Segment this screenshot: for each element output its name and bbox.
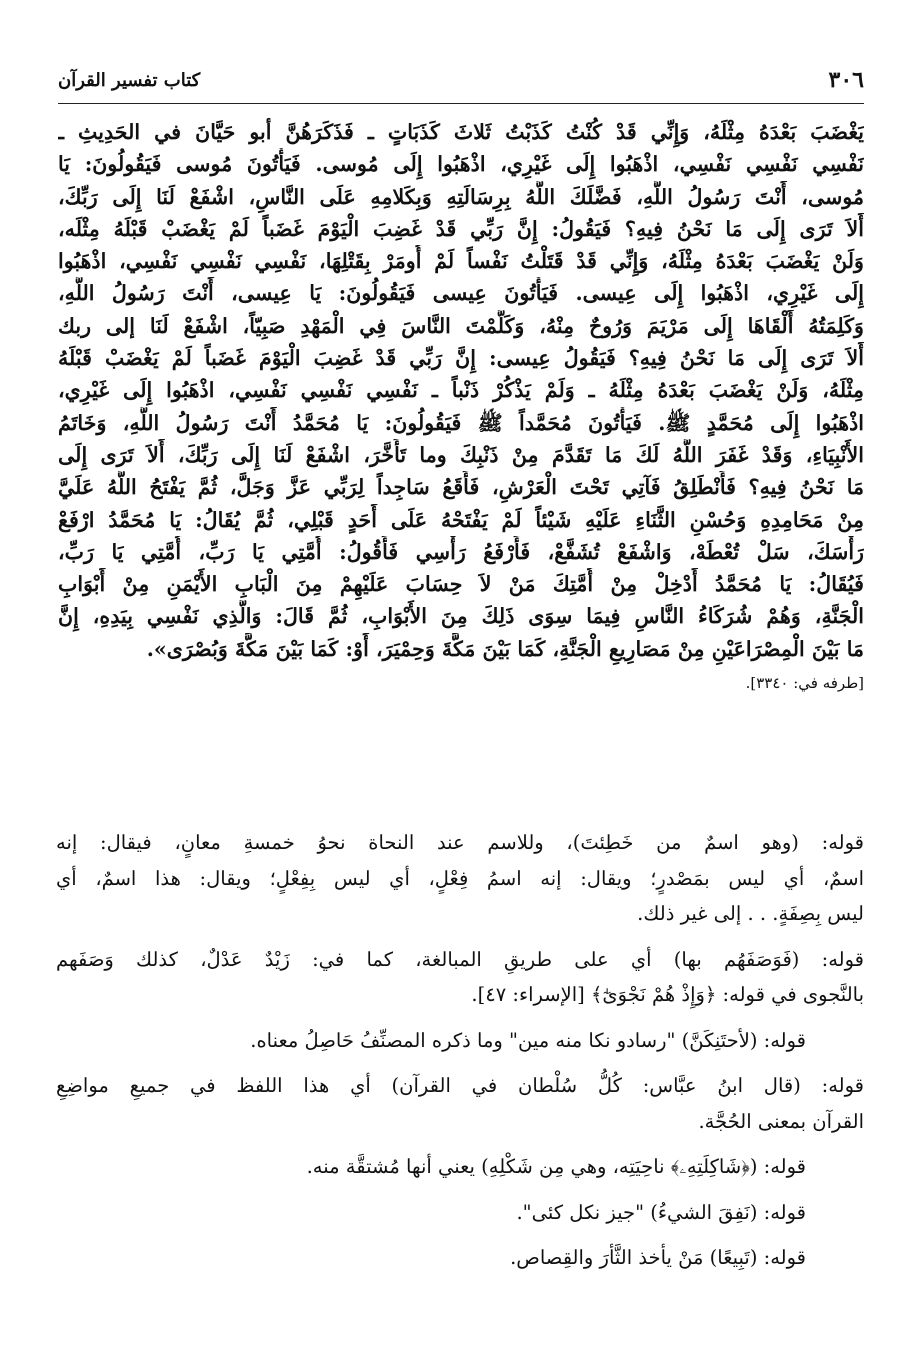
note-line: القرآن بمعنى الحُجَّة.	[698, 1109, 864, 1133]
hadith-line: وَكَلِمَتُهُ أَلْقَاهَا إِلَى مَرْيَمَ وَرُوحٌ مِنْهُ، وَكَلَّمْتَ النَّاسَ فِي الْمَهْدِ صَبِيّاً، اشْفَعْ لَنَا إلى ربك	[58, 313, 864, 338]
note-line: قوله: (﴿شَاكِلَتِهِۦ﴾ ناحِيَتِه، وهي مِن شَكْلِهِ) يعني أنها مُشتقَّة منه.	[306, 1155, 806, 1178]
hadith-line: أَلاَ تَرَى إِلَى مَا نَحْنُ فِيهِ؟ فَيَقُولُ عِيسى: إِنَّ رَبِّي قَدْ غَضِبَ الْيَوْمَ غَضَباً لَمْ يَغْضَبْ قَبْلَهُ	[58, 346, 864, 371]
hadith-line: رَأْسَكَ، سَلْ تُعْطَهْ، وَاشْفَعْ تُشَفَّعْ، فَأَرْفَعُ رَأْسِي فَأَقُولُ: أُمَّتِي يَا رَبِّ، أُمَّتِي يَا رَبِّ،	[58, 539, 864, 564]
hadith-text	[58, 116, 864, 699]
hadith-line: مِنْ مَحَامِدِهِ وَحُسْنِ الثَّنَاءِ عَلَيْهِ شَيْئاً لَمْ يَفْتَحْهُ عَلَى أَحَدٍ قَبْلِي، ثُمَّ يُقَالُ: يَا مُحَمَّدُ ارْفَعْ	[58, 507, 864, 532]
note-line: قوله: (نَفِقَ الشيءُ) "جيز نكل كئى".	[516, 1200, 806, 1224]
hadith-line: مَا بَيْنَ الْمِصْرَاعَيْنِ مِنْ مَصَارِيعِ الْجَنَّةِ، كَمَا بَيْنَ مَكَّةَ وَحِمْيَرَ، أَوْ: كَمَا بَيْنَ مَكَّةَ وَبُصْرَى».	[146, 636, 864, 661]
note-item	[56, 1149, 864, 1185]
hadith-line: مَا نَحْنُ فِيهِ؟ فَأَنْطَلِقُ فَآتِي تَحْتَ الْعَرْشِ، فَأَقَعُ سَاجِداً لِرَبِّي عَزَّ وَجَلَّ، ثُمَّ يَفْتَحُ اللَّهُ عَلَيَّ	[58, 475, 864, 500]
note-line: قوله: (لأحتَنِكَنَّ) "رسادو نكا منه مين" وما ذكره المصنِّفُ حَاصِلُ معناه.	[250, 1028, 806, 1052]
hadith-line: يَغْضَبَ بَعْدَهُ مِثْلَهُ، وَإِنِّي قَدْ كُنْتُ كَذَبْتُ ثَلاثَ كَذَبَاتٍ ـ فَذَكَرَهُنَّ أبو حَيَّانَ في الحَدِيثِ ـ	[58, 120, 864, 144]
note-line: قوله: (قال ابنُ عبَّاس: كُلُّ سُلْطان في القرآن) أي هذا اللفظ في جميعِ مواضِعِ	[56, 1074, 864, 1097]
hadith-line: الأَنْبِيَاءِ، وَقَدْ غَفَرَ اللَّهُ لَكَ مَا تَقَدَّمَ مِنْ ذَنْبِكَ وما تَأَخَّرَ، اشْفَعْ لَنَا إِلَى رَبِّكَ، أَلاَ تَرَى إِلَى	[58, 442, 864, 467]
hadith-line: مِثْلَهُ، وَلَنْ يَغْضَبَ بَعْدَهُ مِثْلَهُ ـ وَلَمْ يَذْكُرْ ذَنْباً ـ نَفْسِي نَفْسِي نَفْسِي، اذْهَبُوا إِلَى غَيْرِي،	[58, 378, 864, 403]
hadith-line: أَلاَ تَرَى إِلَى مَا نَحْنُ فِيهِ؟ فَيَقُولُ: إِنَّ رَبِّي قَدْ غَضِبَ الْيَوْمَ غَضَباً لَمْ يَغْضَبْ قَبْلَهُ مِثْلَه،	[58, 216, 864, 241]
note-item	[56, 1240, 864, 1276]
cross-reference: [طرفه في: ٣٣٤٠].	[745, 674, 864, 693]
hadith-line: الْجَنَّةِ، وَهُمْ شُرَكَاءُ النَّاسِ فِيمَا سِوَى ذَلِكَ مِنَ الأَبْوَابِ، ثُمَّ قَالَ: وَالَّذِي نَفْسِي بِيَدِهِ، إِنَّ	[58, 604, 864, 629]
note-item	[56, 1195, 864, 1231]
note-line: قوله: (وهو اسمٌ من خَطِئتَ)، وللاسم عند النحاة نحوُ خمسةِ معانٍ، فيقال: إنه	[56, 831, 864, 854]
note-item	[56, 825, 864, 932]
hadith-line: اذْهَبُوا إِلَى مُحَمَّدٍ ﷺ. فَيَأْتُونَ مُحَمَّداً ﷺ فَيَقُولُونَ: يَا مُحَمَّدُ أَنْتَ رَسُولُ اللَّهِ، وَخَاتَمُ	[58, 410, 864, 435]
page-number: ٣٠٦	[828, 67, 864, 93]
note-line: اسمٌ، أي ليس بمَصْدرٍ؛ ويقال: إنه اسمُ فِعْلٍ، أي ليس بِفِعْلٍ؛ ويقال: هذا اسمٌ، أي	[56, 866, 864, 890]
note-line: بالنَّجوى في قوله: ﴿وَإِذْ هُمْ نَجْوَىٰٓ﴾ [الإسراء: ٤٧].	[471, 983, 864, 1006]
book-title: كتاب تفسير القرآن	[58, 69, 201, 91]
hadith-line: نَفْسِي نَفْسِي نَفْسِي، اذْهَبُوا إِلَى غَيْرِي، اذْهَبُوا إِلَى مُوسى. فَيَأْتُونَ مُوسى فَيَقُولُونَ: يَا	[58, 152, 864, 177]
hadith-line: فَيُقَالُ: يَا مُحَمَّدُ أَدْخِلْ مِنْ أُمَّتِكَ مَنْ لاَ حِسَابَ عَلَيْهِمْ مِنَ الْبَابِ الأَيْمَنِ مِنْ أَبْوَابِ	[58, 572, 864, 597]
page-header	[58, 62, 864, 98]
hadith-line: إِلَى غَيْرِي، اذْهَبُوا إِلَى عِيسى. فَيَأْتُونَ عِيسى فَيَقُولُونَ: يَا عِيسى، أَنْتَ رَسُولُ اللَّهِ،	[58, 281, 864, 306]
note-line: قوله: (فَوَصَفَهُم بها) أي على طريقِ المبالغة، كما في: زَيْدٌ عَدْلٌ، كذلك وَصَفَهم	[56, 947, 864, 971]
note-line: قوله: (تَبِيعًا) مَنْ يأخذ الثَّأرَ والقِصاص.	[510, 1246, 806, 1269]
note-item	[56, 1068, 864, 1139]
hadith-line: وَلَنْ يَغْضَبَ بَعْدَهُ مِثْلَهُ، وَإِنِّي قَدْ قَتَلْتُ نَفْساً لَمْ أُومَرْ بِقَتْلِهَا، نَفْسِي نَفْسِي نَفْسِي، اذْهَبُوا	[58, 249, 864, 274]
note-item	[56, 1023, 864, 1059]
note-line: ليس بِصِفَةٍ. . . إلى غير ذلك.	[637, 902, 864, 925]
commentary-notes	[56, 825, 864, 1286]
note-item	[56, 942, 864, 1013]
hadith-line: مُوسى، أَنْتَ رَسُولُ اللَّهِ، فَضَّلَكَ اللَّهُ بِرِسَالَتِهِ وَبِكَلامِهِ عَلَى النَّاسِ، اشْفَعْ لَنَا إِلَى رَبِّكَ،	[58, 184, 864, 209]
header-rule	[58, 103, 864, 104]
